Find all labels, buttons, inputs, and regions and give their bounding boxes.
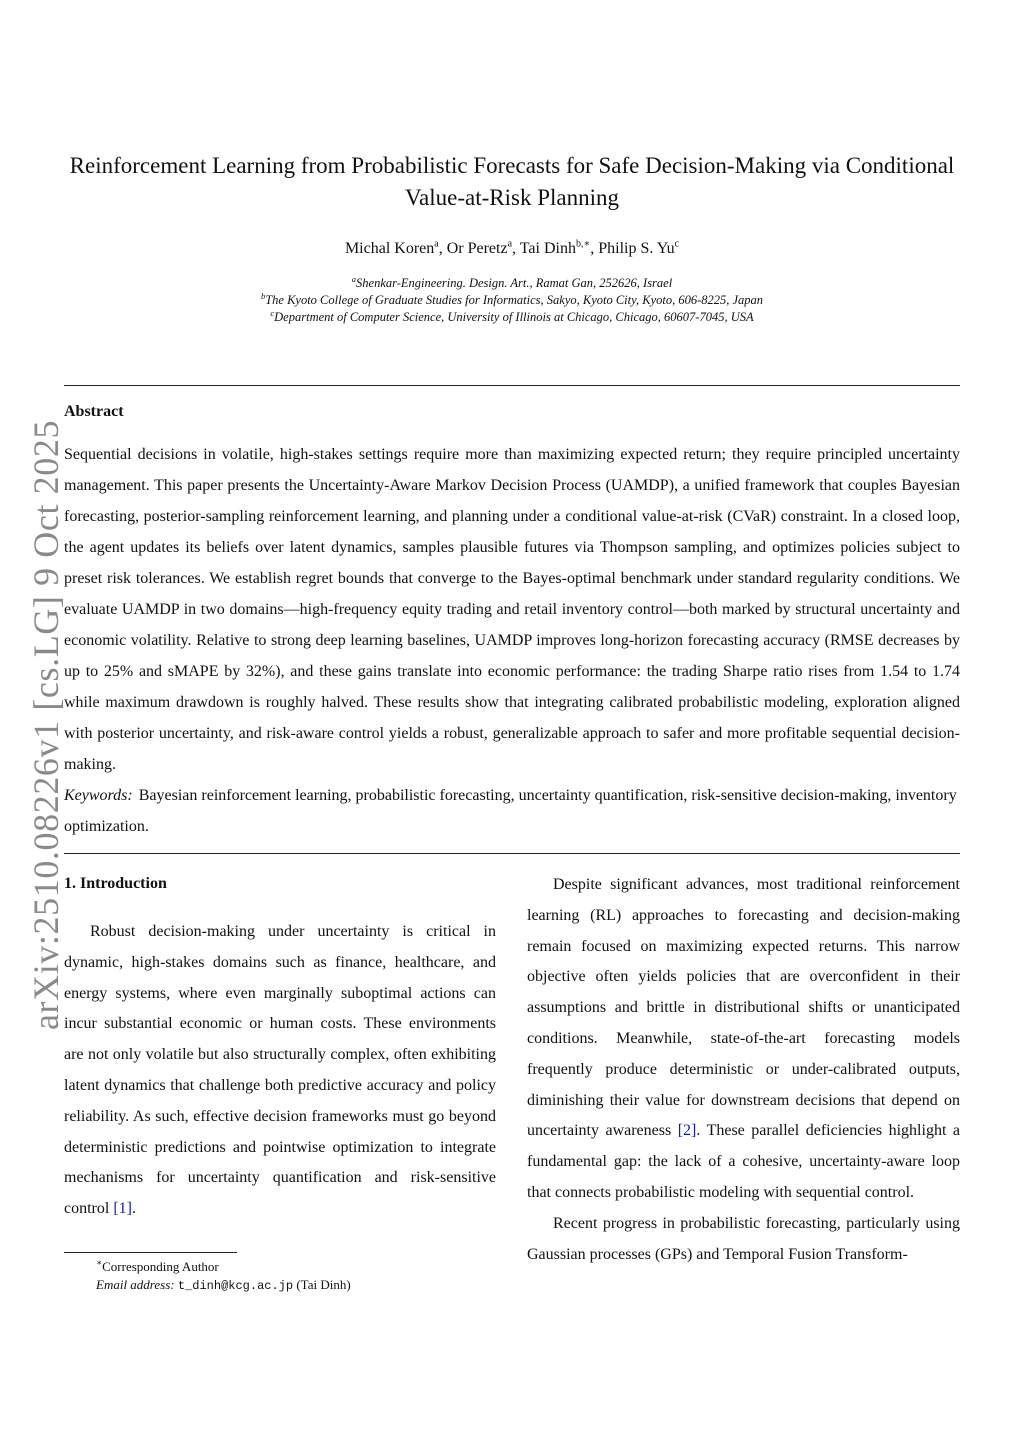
keywords-label: Keywords: [64, 787, 133, 804]
abstract-text: Sequential decisions in volatile, high-stakes settings require more than maximizing expected return; they require principled uncertainty management. This paper presents the Uncertainty-Aware Markov Decision Process (UAMDP), a unified framework that couples Bayesian forecasting, posterior-sampling reinforcement learning, and planning under a conditional value-at-risk (CVaR) constraint. In a closed loop, the agent updates its beliefs over latent dynamics, samples plausible futures via Thompson sampling, and optimizes policies subject to preset risk tolerances. We establish regret bounds that converge to the Bayes-optimal benchmark under standard regularity conditions. We evaluate UAMDP in two domains—high-frequency equity trading and retail inventory control—both marked by structural uncertainty and economic volatility. Relative to strong deep learning baselines, UAMDP improves long-horizon forecasting accuracy (RMSE decreases by up to 25% and sMAPE by 32%), and these gains translate into economic performance: the trading Sharpe ratio rises from 1.54 to 1.74 while maximum drawdown is roughly halved. These results show that integrating calibrated probabilistic modeling, exploration aligned with posterior uncertainty, and risk-aware control yields a robust, generalizable approach to safer and more profitable sequential decision-making. [64, 446, 960, 773]
paper-title: Reinforcement Learning from Probabilistic Forecasts for Safe Decision-Making via Conditional Value-at-Risk Planning [69, 153, 955, 210]
section-heading-introduction: 1. Introduction [64, 875, 167, 892]
author-affil-mark: c [674, 238, 680, 250]
footnote-email: Email address: t_dinh@kcg.ac.jp (Tai Dinh) [96, 1277, 351, 1293]
abstract-top-rule [64, 385, 960, 386]
author-affil-mark: b,∗ [575, 238, 591, 250]
affiliation: $^a$Shenkar-Engineering. Design. Art., Ramat Gan, 252626, Israel [351, 273, 673, 290]
author-name: Philip S. Yu [598, 240, 675, 257]
citation-link[interactable]: [2] [677, 1122, 697, 1140]
affiliation-list [64, 275, 960, 326]
affiliation: $^c$Department of Computer Science, University of Illinois at Chicago, Chicago, 60607-7045, USA [270, 307, 754, 324]
keywords [64, 780, 960, 842]
author-name: Or Peretz [446, 240, 508, 257]
keywords-text: Bayesian reinforcement learning, probabilistic forecasting, uncertainty quantification, risk-sensitive decision-making, inventory optimization. [64, 787, 957, 835]
intro-paragraph-right-2: Recent progress in probabilistic forecasting, particularly using Gaussian processes (GPs) and Temporal Fusion Transform- [527, 1214, 960, 1263]
author-name: Tai Dinh [519, 240, 576, 257]
author-name: Michal Koren [344, 240, 435, 257]
citation-link[interactable]: [1] [113, 1200, 132, 1218]
author-affil-mark: a [507, 238, 513, 250]
abstract-bottom-rule [64, 853, 960, 854]
affiliation: $^b$The Kyoto College of Graduate Studies for Informatics, Sakyo, Kyoto City, Kyoto, 606-8225, Japan [260, 290, 764, 307]
arxiv-identifier[interactable]: arXiv:2510.08226v1 [cs.LG] 9 Oct 2025 [26, 419, 66, 1031]
footnote-corresponding: ∗Corresponding Author [96, 1257, 219, 1274]
author-affil-mark: a [434, 238, 439, 250]
intro-paragraph-right-1: Despite significant advances, most traditional reinforcement learning (RL) approaches to forecasting and decision-making remain focused on maximizing expected returns. This narrow objective often yields policies that are overconfident in their assumptions and brittle in distributional shifts or unanticipated conditions. Meanwhile, state-of-the-art forecasting models frequently produce deterministic or under-calibrated outputs, diminishing their value for downstream decisions that depend on uncertainty awareness [2]. These parallel deficiencies highlight a fundamental gap: the lack of a cohesive, uncertainty-aware loop that connects probabilistic modeling with sequential control. [527, 876, 960, 1201]
intro-paragraph-left: Robust decision-making under uncertainty is critical in dynamic, high-stakes domains such as finance, healthcare, and energy systems, where even marginally suboptimal actions can incur substantial economic or human costs. These environments are not only volatile but also structurally complex, often exhibiting latent dynamics that challenge both predictive accuracy and policy reliability. As such, effective decision frameworks must go beyond deterministic predictions and pointwise optimization to integrate mechanisms for uncertainty quantification and risk-sensitive control [1]. [64, 923, 496, 1218]
footnote-rule [64, 1252, 237, 1253]
abstract-heading: Abstract [64, 403, 124, 420]
intro-right-column [527, 870, 960, 1270]
author-list: Michal Koren$^a$, Or Peretz$^a$, Tai Dinh$^{b,∗}$, Philip S. Yu$^c$ [344, 238, 680, 257]
email-address[interactable]: t_dinh@kcg.ac.jp [177, 1279, 294, 1293]
